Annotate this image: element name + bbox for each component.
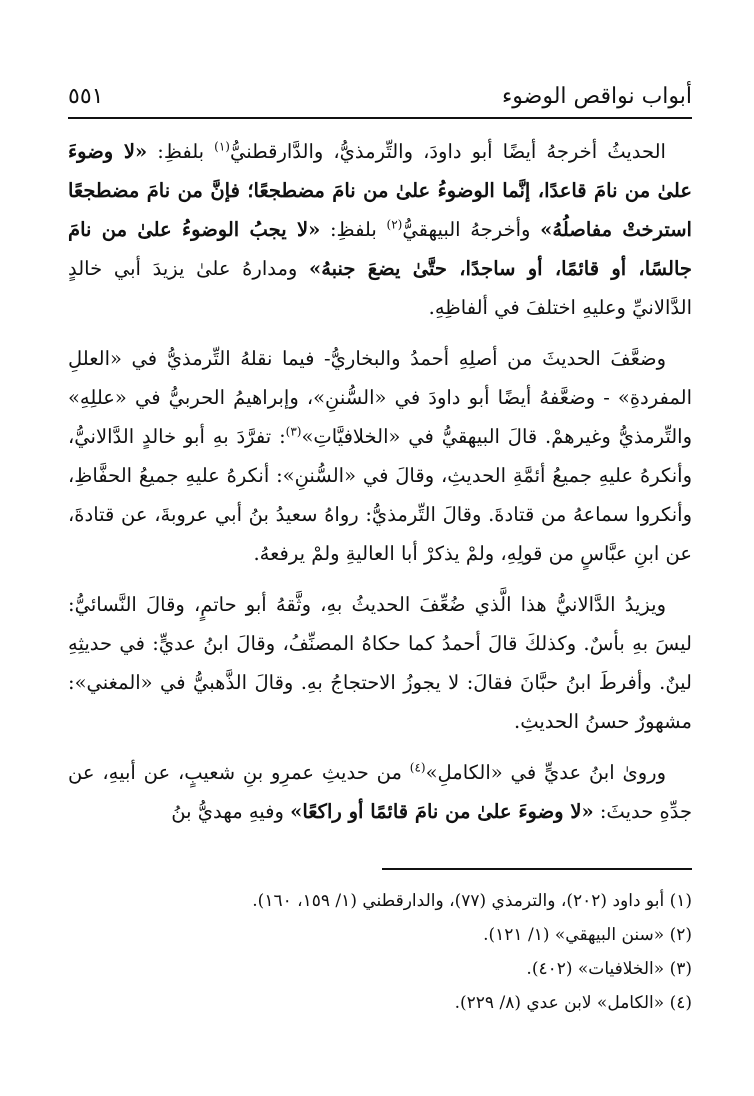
text-segment: الحديثُ أخرجهُ أيضًا أبو داودَ، والتِّرمذيُّ، والدَّارقطنيُّ — [229, 140, 666, 163]
text-segment: : تفرَّدَ بهِ أبو خالدٍ الدَّالانيُّ، وأنكرهُ عليهِ جميعُ أئمَّةِ الحديثِ، وقالَ في «السُّننِ»: أنكرهُ عليهِ جميعُ الحفَّاظِ، وأنكروا سماعهُ من قتادةَ. وقالَ التِّرمذيُّ: رواهُ سعيدُ بنُ أبي عروبةَ، عن قتادةَ، عن ابنِ عبَّاسٍ من قولِهِ، ولمْ يذكرْ أبا العاليةِ ولمْ يرفعهُ. — [68, 425, 692, 565]
footnote-separator — [382, 868, 692, 870]
text-segment: ويزيدُ الدَّالانيُّ هذا الَّذي ضُعِّفَ الحديثُ بهِ، وثَّقهُ أبو حاتمٍ، وقالَ النَّسائيُّ: ليسَ بهِ بأسٌ. وكذلكَ قالَ أحمدُ كما حكاهُ المصنِّفُ، وقالَ ابنُ عديٍّ: في حديثِهِ لينٌ. وأفرطَ ابنُ حبَّانَ فقالَ: لا يجوزُ الاحتجاجُ بهِ. وقالَ الذَّهبيُّ في «المغني»: مشهورٌ حسنُ الحديثِ. — [68, 593, 692, 733]
footnote: (١) أبو داود (٢٠٢)، والترمذي (٧٧)، والدارقطني (١/ ١٥٩، ١٦٠). — [252, 891, 692, 911]
paragraph — [68, 753, 692, 831]
footnote-ref: (١) — [214, 139, 230, 154]
paragraph — [68, 585, 692, 741]
paragraph — [68, 132, 692, 327]
text-segment: ورویٰ ابنُ عديٍّ في «الكاملِ» — [425, 761, 666, 784]
text-segment: وأخرجهُ البيهقيُّ — [402, 218, 541, 241]
hadith-quote: «لا يجبُ الوضوءُ علىٰ من نامَ جالسًا، أو قائمًا، أو ساجدًا، حتَّىٰ يضعَ جنبهُ» — [68, 218, 692, 280]
page-header — [68, 76, 692, 116]
text-segment: وضعَّفَ الحديثَ من أصلِهِ أحمدُ والبخاريُّ- فيما نقلهُ التِّرمذيُّ في «العللِ المفردةِ» - وضعَّفهُ أيضًا أبو داودَ في «السُّننِ»، وإبراهيمُ الحربيُّ في «عللِهِ» والتِّرمذيُّ وغيرهمْ. قالَ البيهقيُّ في «الخلافيَّاتِ» — [68, 347, 692, 448]
footnote: (٤) «الكامل» لابن عدي (٨/ ٢٢٩). — [454, 993, 692, 1013]
footnote-ref: (٢) — [386, 217, 403, 232]
footnote-ref: (٣) — [285, 424, 302, 439]
text-segment: ومدارهُ علىٰ يزيدَ أبي خالدٍ الدَّالانيِّ وعليهِ اختلفَ في ألفاظِهِ. — [68, 257, 692, 319]
page-number: ٥٥١ — [68, 83, 104, 109]
footnotes — [68, 884, 692, 1020]
footnote: (٣) «الخلافيات» (٤٠٢). — [526, 959, 692, 979]
text-segment: من حديثِ عمرِو بنِ شعيبٍ، عن أبيهِ، عن جدِّهِ حديثَ: — [68, 761, 692, 823]
text-segment: وفيهِ مهديُّ بنُ — [171, 800, 291, 823]
hadith-quote: «لا وضوءَ علىٰ من نامَ قاعدًا، إنَّما الوضوءُ علىٰ من نامَ مضطجعًا؛ فإنَّ من نامَ مضطجعًا استرختْ مفاصلُهُ» — [68, 140, 692, 241]
footnote: (٢) «سنن البيهقي» (١/ ١٢١). — [483, 925, 692, 945]
chapter-title: أبواب نواقص الوضوء — [501, 83, 692, 109]
hadith-quote: «لا وضوءَ علىٰ من نامَ قائمًا أو راكعًا» — [290, 800, 594, 823]
body-text — [68, 132, 692, 843]
text-segment: بلفظِ: — [320, 218, 387, 241]
header-rule — [68, 117, 692, 119]
text-segment: بلفظِ: — [147, 140, 215, 163]
paragraph — [68, 339, 692, 573]
footnote-ref: (٤) — [409, 760, 426, 775]
